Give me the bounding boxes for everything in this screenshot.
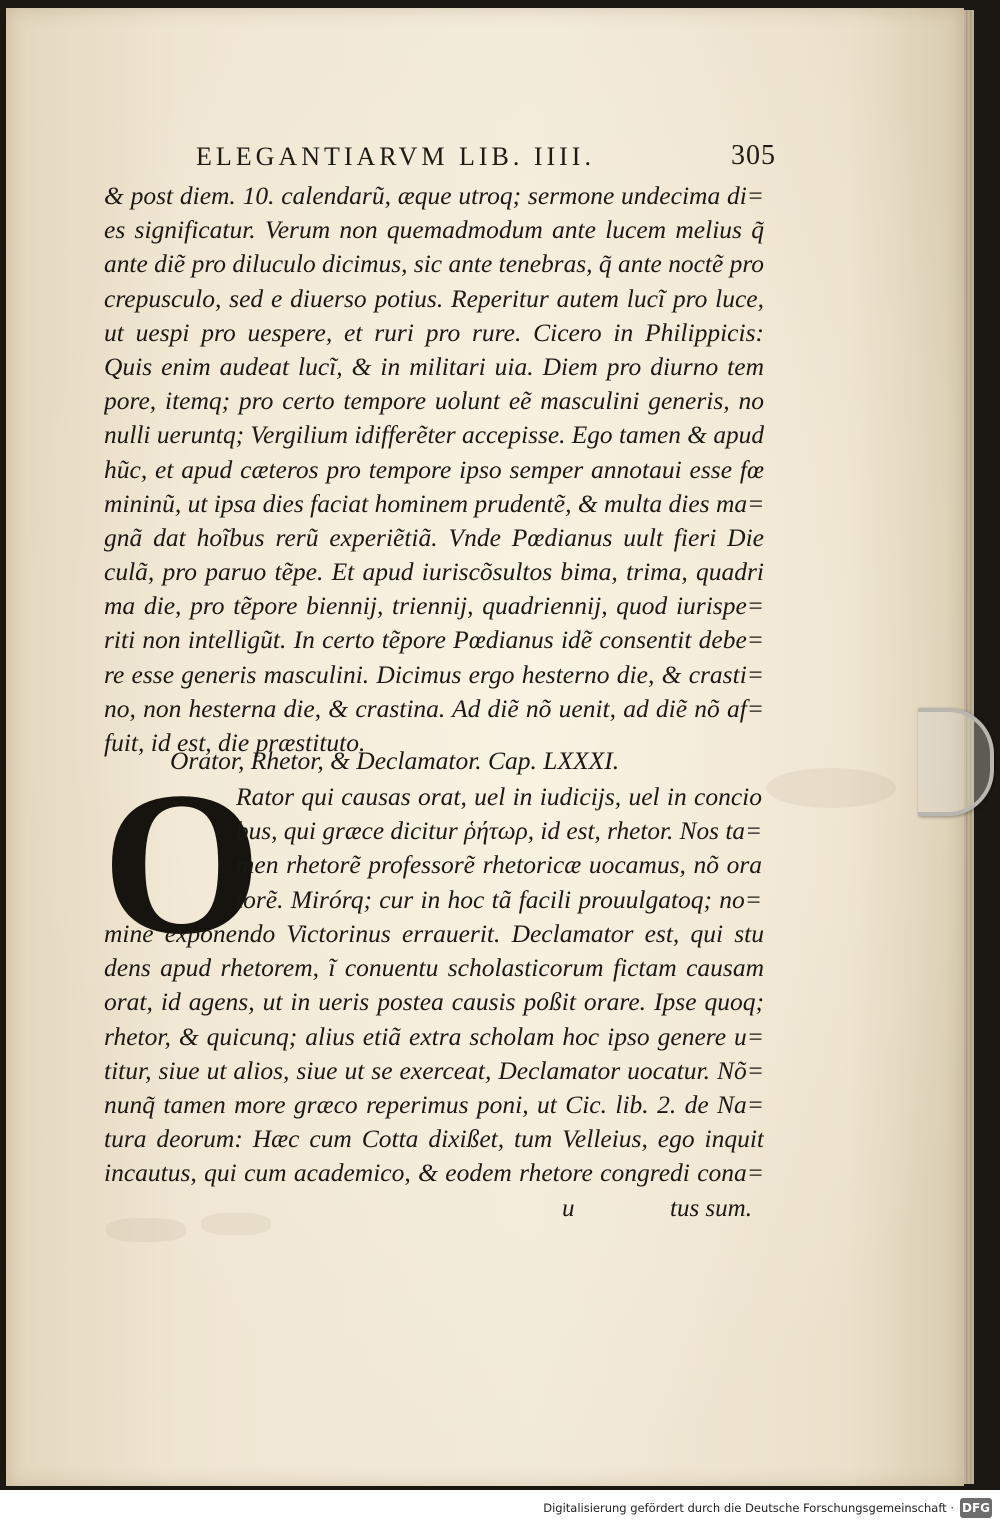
funding-notice: Digitalisierung gefördert durch die Deutsche Forschungsgemeinschaft · <box>543 1501 954 1515</box>
drop-cap-initial: O <box>102 750 262 977</box>
page-number: 305 <box>731 140 776 171</box>
text-line: fuit, id est, die præstituto. <box>104 728 366 757</box>
show-through-stain <box>201 1213 271 1235</box>
page-clip <box>918 708 994 816</box>
chapter-heading: Orator, Rhetor, & Declamator. Cap. LXXXI. <box>170 746 620 775</box>
running-title: ELEGANTIARVM LIB. IIII. <box>196 142 595 171</box>
text-line: crepusculo, sed e diuerso potius. Reperitur autem lucĩ pro luce, <box>104 283 764 313</box>
book-page <box>6 8 964 1486</box>
text-line: & post diem. 10. calendarũ, æque utroq; sermone undecima di= <box>104 181 764 210</box>
catchword: tus sum. <box>670 1195 752 1222</box>
text-line: tura deorum: Hæc cum Cotta dixißet, tum Velleius, ego inquit <box>104 1124 764 1154</box>
text-line: ante diẽ pro diluculo dicimus, sic ante tenebras, q̃ ante noctẽ pro <box>104 250 764 279</box>
text-line: mine exponendo Victorinus errauerit. Declamator est, qui stu <box>104 919 764 948</box>
text-line: Quis enim audeat lucĩ, & in militari uia. Diem pro diurno tem <box>104 351 764 381</box>
text-line: gnã dat hoĩbus rerũ experiẽtiã. Vnde Pœdianus uult fieri Die <box>104 522 764 552</box>
text-line: ut uespi pro uespere, et ruri pro rure. Cicero in Philippicis: <box>104 317 764 347</box>
text-line: re esse generis masculini. Dicimus ergo hesterno die, & crasti= <box>104 659 764 689</box>
text-line: orat, id agens, ut in ueris postea causis poßit orare. Ipse quoq; <box>104 987 764 1017</box>
text-line: Rator qui causas orat, uel in iudicijs, uel in concio <box>236 782 762 811</box>
body-text-block-1 <box>104 179 764 760</box>
text-line: titur, siue ut alios, siue ut se exerceat, Declamator uocatur. Nõ= <box>104 1055 764 1085</box>
text-line: torẽ. Mirórq; cur in hoc tã facili prouulgatoq; no= <box>236 884 762 914</box>
text-line: riti non intelligũt. In certo tẽpore Pœdianus idẽ consentit debe= <box>104 625 764 655</box>
signature-mark: u <box>562 1195 575 1222</box>
text-line: incautus, qui cum academico, & eodem rhetore congredi cona= <box>104 1158 764 1188</box>
text-line: mininũ, ut ipsa dies faciat hominem prudentẽ, & multa dies ma= <box>104 488 764 518</box>
text-line: ma die, pro tẽpore biennij, triennij, quadriennij, quod iurispe= <box>104 591 764 621</box>
funding-footer <box>0 1490 1000 1527</box>
text-line: bus, qui græce dicitur ῥήτωρ, id est, rhetor. Nos ta= <box>236 817 762 846</box>
text-line: pore, itemq; pro certo tempore uolunt eẽ masculini generis, no <box>104 386 764 416</box>
show-through-stain <box>766 768 896 808</box>
text-line: men rhetorẽ professorẽ rhetoricæ uocamus, nõ ora <box>236 850 762 880</box>
drop-cap-text-block <box>236 780 762 917</box>
text-line: nunq̃ tamen more græco reperimus poni, ut Cic. lib. 2. de Na= <box>104 1089 764 1119</box>
text-line: hũc, et apud cæteros pro tempore ipso semper annotaui esse fœ <box>104 454 764 484</box>
text-line: dens apud rhetorem, ĩ conuentu scholasticorum fictam causam <box>104 953 764 983</box>
text-line: es significatur. Verum non quemadmodum ante lucem melius q̃ <box>104 215 764 245</box>
show-through-stain <box>106 1218 186 1242</box>
dfg-logo: DFG <box>960 1498 992 1518</box>
text-line: nulli ueruntq; Vergilium idifferẽter accepisse. Ego tamen & apud <box>104 421 764 450</box>
running-header <box>196 136 776 176</box>
body-text-block-2 <box>104 917 764 1191</box>
text-line: rhetor, & quicunq; alius etiã extra scholam hoc ipso genere u= <box>104 1021 764 1051</box>
text-line: no, non hesterna die, & crastina. Ad diẽ nõ uenit, ad diẽ nõ af= <box>104 693 764 723</box>
text-line: culã, pro paruo tẽpe. Et apud iuriscõsultos bima, trima, quadri <box>104 557 764 587</box>
